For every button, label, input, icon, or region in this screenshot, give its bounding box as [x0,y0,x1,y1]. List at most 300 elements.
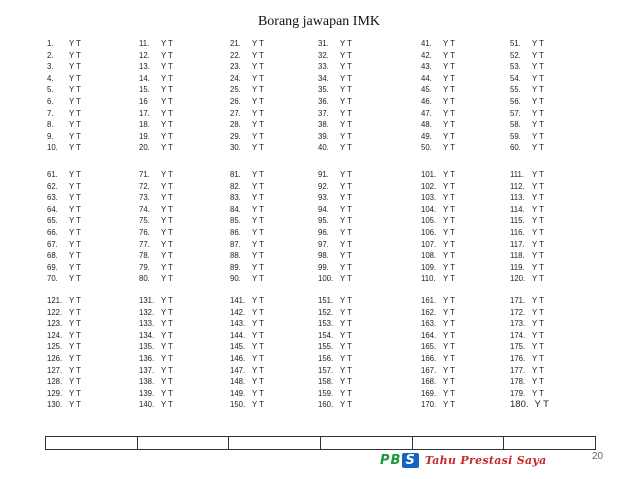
answer-row [421,250,455,262]
answer-row [230,38,264,50]
answer-row [421,192,455,204]
answer-options[interactable]: Y T [161,274,173,284]
answer-options[interactable]: Y T [161,262,173,272]
answer-options[interactable]: Y T [443,307,455,317]
answer-row [139,227,173,239]
question-number: 37. [318,108,329,118]
footer-branding [380,451,547,469]
answer-options[interactable]: Y T [69,62,81,72]
answer-options[interactable]: Y T [161,181,173,191]
answer-column [139,169,173,285]
answer-options[interactable]: Y T [532,204,544,214]
answer-options[interactable]: Y T [534,399,549,411]
answer-options[interactable]: Y T [340,262,352,272]
answer-options[interactable]: Y T [532,296,544,305]
question-number: 155. [318,342,334,352]
answer-options[interactable]: Y T [340,388,352,398]
answer-options[interactable]: Y T [252,62,264,72]
answer-options[interactable]: Y T [252,239,264,249]
answer-options[interactable]: Y T [443,251,455,261]
question-number: 131. [139,296,155,305]
answer-options[interactable]: Y T [161,73,173,83]
answer-row [230,250,264,262]
answer-column [318,169,352,285]
answer-options[interactable]: Y T [443,330,455,340]
answer-options[interactable]: Y T [340,330,352,340]
answer-row [421,215,455,227]
answer-options[interactable]: Y T [532,181,544,191]
answer-options[interactable]: Y T [340,120,352,130]
answer-options[interactable]: Y T [532,388,544,398]
answer-options[interactable]: Y T [161,227,173,237]
answer-row [230,295,264,307]
answer-row [47,353,81,365]
answer-options[interactable]: Y T [340,377,352,387]
answer-options[interactable]: Y T [532,274,544,284]
answer-row [421,330,455,342]
answer-options[interactable]: Y T [532,85,544,95]
question-number: 75. [139,216,150,226]
question-number: 30. [230,143,241,153]
table-cell [46,437,138,449]
answer-options[interactable]: Y T [340,319,352,329]
answer-options[interactable]: Y T [69,143,81,153]
answer-options[interactable]: Y T [532,353,544,363]
answer-options[interactable]: Y T [69,108,81,118]
answer-row [510,262,544,274]
answer-options[interactable]: Y T [443,239,455,249]
answer-row [510,365,549,377]
question-number: 173. [510,319,526,329]
answer-options[interactable]: Y T [161,365,173,375]
answer-options[interactable]: Y T [69,96,81,106]
answer-column [47,38,81,154]
answer-options[interactable]: Y T [161,342,173,352]
answer-row [47,388,81,400]
answer-options[interactable]: Y T [69,262,81,272]
answer-row [139,169,173,181]
answer-options[interactable]: Y T [532,96,544,106]
answer-options[interactable]: Y T [340,170,352,179]
answer-options[interactable]: Y T [532,193,544,203]
answer-options[interactable]: Y T [161,251,173,261]
answer-row [421,131,455,143]
answer-row [47,192,81,204]
answer-options[interactable]: Y T [161,39,173,48]
answer-options[interactable]: Y T [532,120,544,130]
answer-options[interactable]: Y T [252,96,264,106]
answer-options[interactable]: Y T [340,73,352,83]
answer-row [47,50,81,62]
answer-options[interactable]: Y T [252,342,264,352]
answer-row [139,61,173,73]
answer-options[interactable]: Y T [532,170,544,179]
answer-row [47,318,81,330]
answer-row [139,204,173,216]
answer-options[interactable]: Y T [161,319,173,329]
answer-options[interactable]: Y T [443,388,455,398]
answer-options[interactable]: Y T [252,193,264,203]
answer-options[interactable]: Y T [252,108,264,118]
answer-options[interactable]: Y T [161,85,173,95]
answer-options[interactable]: Y T [532,251,544,261]
page-number: 20 [592,451,604,462]
question-number: 118. [510,251,525,261]
answer-row [47,227,81,239]
answer-options[interactable]: Y T [532,342,544,352]
answer-options[interactable]: Y T [161,62,173,72]
answer-options[interactable]: Y T [443,73,455,83]
answer-row [510,330,549,342]
answer-options[interactable]: Y T [69,342,81,352]
answer-options[interactable]: Y T [69,85,81,95]
answer-options[interactable]: Y T [252,181,264,191]
answer-grid [47,38,607,418]
answer-row [318,119,352,131]
question-number: 98. [318,251,329,261]
answer-options[interactable]: Y T [161,50,173,60]
question-number: 84. [230,204,241,214]
answer-options[interactable]: Y T [69,50,81,60]
answer-options[interactable]: Y T [69,251,81,261]
answer-options[interactable]: Y T [340,239,352,249]
answer-options[interactable]: Y T [252,262,264,272]
answer-options[interactable]: Y T [443,85,455,95]
question-number: 137. [139,365,155,375]
answer-options[interactable]: Y T [340,274,352,284]
answer-options[interactable]: Y T [161,120,173,130]
answer-row [318,192,352,204]
answer-options[interactable]: Y T [252,227,264,237]
answer-options[interactable]: Y T [69,120,81,130]
answer-options[interactable]: Y T [161,170,173,179]
answer-options[interactable]: Y T [340,400,352,410]
answer-row [510,38,544,50]
answer-options[interactable]: Y T [443,50,455,60]
answer-options[interactable]: Y T [532,50,544,60]
answer-options[interactable]: Y T [161,204,173,214]
answer-options[interactable]: Y T [69,274,81,284]
answer-options[interactable]: Y T [252,39,264,48]
question-number: 112. [510,181,525,191]
answer-options[interactable]: Y T [252,131,264,141]
answer-options[interactable]: Y T [340,131,352,141]
answer-options[interactable]: Y T [69,216,81,226]
question-number: 167. [421,365,437,375]
answer-options[interactable]: Y T [69,330,81,340]
answer-options[interactable]: Y T [532,262,544,272]
answer-options[interactable]: Y T [443,377,455,387]
answer-options[interactable]: Y T [443,274,455,284]
answer-options[interactable]: Y T [532,143,544,153]
question-number: 31. [318,39,329,48]
answer-options[interactable]: Y T [532,216,544,226]
answer-options[interactable]: Y T [161,353,173,363]
answer-options[interactable]: Y T [252,216,264,226]
answer-options[interactable]: Y T [340,204,352,214]
answer-options[interactable]: Y T [340,96,352,106]
answer-options[interactable]: Y T [340,307,352,317]
answer-row [318,50,352,62]
answer-options[interactable]: Y T [69,204,81,214]
answer-options[interactable]: Y T [69,296,81,305]
answer-row [47,215,81,227]
question-number: 85. [230,216,241,226]
answer-row [510,353,549,365]
answer-options[interactable]: Y T [69,181,81,191]
answer-options[interactable]: Y T [161,307,173,317]
answer-row [139,376,173,388]
answer-options[interactable]: Y T [532,227,544,237]
answer-options[interactable]: Y T [532,307,544,317]
answer-options[interactable]: Y T [443,131,455,141]
question-number: 35. [318,85,329,95]
question-number: 172. [510,307,526,317]
answer-row [139,96,173,108]
question-number: 76. [139,227,150,237]
question-number: 21. [230,39,241,48]
answer-options[interactable]: Y T [161,377,173,387]
answer-options[interactable]: Y T [161,400,173,410]
answer-options[interactable]: Y T [252,400,264,410]
question-number: 171. [510,296,526,305]
answer-row [47,262,81,274]
answer-options[interactable]: Y T [69,39,81,48]
answer-row [47,96,81,108]
answer-options[interactable]: Y T [69,307,81,317]
answer-row [318,273,352,285]
question-number: 68. [47,251,58,261]
answer-options[interactable]: Y T [340,50,352,60]
answer-options[interactable]: Y T [340,108,352,118]
answer-row [510,399,549,411]
answer-options[interactable]: Y T [532,239,544,249]
answer-options[interactable]: Y T [252,120,264,130]
answer-row [510,273,544,285]
answer-row [318,330,352,342]
answer-options[interactable]: Y T [252,251,264,261]
answer-options[interactable]: Y T [443,39,455,48]
answer-options[interactable]: Y T [340,143,352,153]
question-number: 144. [230,330,246,340]
answer-options[interactable]: Y T [252,365,264,375]
question-number: 61. [47,170,58,179]
question-number: 70. [47,274,58,284]
answer-options[interactable]: Y T [532,73,544,83]
answer-options[interactable]: Y T [443,143,455,153]
answer-options[interactable]: Y T [443,96,455,106]
answer-options[interactable]: Y T [443,353,455,363]
answer-row [47,330,81,342]
answer-column [230,295,264,411]
answer-row [421,295,455,307]
tagline: Tahu Prestasi Saya [424,453,547,467]
answer-options[interactable]: Y T [443,120,455,130]
question-number: 42. [421,50,432,60]
answer-row [230,204,264,216]
answer-options[interactable]: Y T [252,353,264,363]
answer-options[interactable]: Y T [161,388,173,398]
question-number: 146. [230,353,246,363]
answer-row [47,273,81,285]
answer-options[interactable]: Y T [252,85,264,95]
answer-options[interactable]: Y T [443,62,455,72]
question-number: 115. [510,216,525,226]
answer-options[interactable]: Y T [532,62,544,72]
question-number: 133. [139,319,155,329]
answer-options[interactable]: Y T [252,377,264,387]
answer-options[interactable]: Y T [69,131,81,141]
answer-options[interactable]: Y T [443,227,455,237]
question-number: 138. [139,377,155,387]
question-number: 102. [421,181,437,191]
question-number: 120. [510,274,526,284]
answer-options[interactable]: Y T [69,377,81,387]
answer-row [318,181,352,193]
answer-row [230,73,264,85]
answer-options[interactable]: Y T [340,39,352,48]
answer-options[interactable]: Y T [69,73,81,83]
answer-options[interactable]: Y T [443,319,455,329]
question-number: 53. [510,62,521,72]
answer-row [318,376,352,388]
answer-options[interactable]: Y T [161,131,173,141]
answer-options[interactable]: Y T [443,193,455,203]
answer-options[interactable]: Y T [340,85,352,95]
answer-row [47,142,81,154]
answer-options[interactable]: Y T [340,365,352,375]
answer-options[interactable]: Y T [69,400,81,410]
answer-options[interactable]: Y T [252,319,264,329]
answer-column [421,295,455,411]
answer-options[interactable]: Y T [252,307,264,317]
answer-row [421,399,455,411]
answer-options[interactable]: Y T [161,143,173,153]
question-number: 5. [47,85,54,95]
answer-options[interactable]: Y T [69,365,81,375]
answer-options[interactable]: Y T [340,251,352,261]
question-number: 60. [510,143,521,153]
answer-options[interactable]: Y T [443,108,455,118]
answer-options[interactable]: Y T [443,181,455,191]
answer-options[interactable]: Y T [532,330,544,340]
answer-options[interactable]: Y T [443,204,455,214]
answer-options[interactable]: Y T [69,388,81,398]
answer-options[interactable]: Y T [69,227,81,237]
question-number: 154. [318,330,334,340]
answer-options[interactable]: Y T [443,170,455,179]
question-number: 57. [510,108,521,118]
answer-options[interactable]: Y T [69,193,81,203]
question-number: 122. [47,307,63,317]
question-number: 156. [318,353,334,363]
question-number: 105. [421,216,437,226]
answer-row [139,341,173,353]
question-number: 94. [318,204,329,214]
answer-options[interactable]: Y T [443,342,455,352]
answer-options[interactable]: Y T [161,193,173,203]
answer-options[interactable]: Y T [161,216,173,226]
answer-options[interactable]: Y T [340,181,352,191]
answer-options[interactable]: Y T [532,365,544,375]
answer-options[interactable]: Y T [161,296,173,305]
answer-options[interactable]: Y T [532,39,544,48]
answer-options[interactable]: Y T [443,216,455,226]
answer-options[interactable]: Y T [443,296,455,305]
answer-row [47,119,81,131]
question-number: 93. [318,193,329,203]
question-number: 119. [510,262,525,272]
answer-options[interactable]: Y T [252,170,264,179]
answer-options[interactable]: Y T [532,377,544,387]
answer-row [421,108,455,120]
answer-options[interactable]: Y T [443,365,455,375]
answer-options[interactable]: Y T [161,108,173,118]
question-number: 174. [510,330,526,340]
answer-options[interactable]: Y T [252,143,264,153]
answer-row [510,388,549,400]
answer-row [139,131,173,143]
answer-options[interactable]: Y T [69,170,81,179]
answer-options[interactable]: Y T [252,73,264,83]
answer-options[interactable]: Y T [340,342,352,352]
answer-options[interactable]: Y T [252,388,264,398]
answer-row [230,341,264,353]
answer-options[interactable]: Y T [443,400,455,410]
answer-options[interactable]: Y T [532,131,544,141]
answer-options[interactable]: Y T [532,108,544,118]
answer-row [510,73,544,85]
answer-row [230,273,264,285]
answer-options[interactable]: Y T [252,296,264,305]
answer-options[interactable]: Y T [340,353,352,363]
answer-row [318,169,352,181]
question-number: 179. [510,388,526,398]
answer-options[interactable]: Y T [340,193,352,203]
answer-options[interactable]: Y T [69,239,81,249]
answer-options[interactable]: Y T [161,330,173,340]
answer-row [421,96,455,108]
question-number: 147. [230,365,246,375]
answer-column [139,38,173,154]
answer-row [139,262,173,274]
answer-options[interactable]: Y T [443,262,455,272]
answer-row [230,365,264,377]
answer-options[interactable]: Y T [340,62,352,72]
question-number: 127. [47,365,63,375]
answer-options[interactable]: Y T [252,330,264,340]
question-number: 164. [421,330,437,340]
answer-options[interactable]: Y T [340,296,352,305]
answer-options[interactable]: Y T [340,216,352,226]
answer-options[interactable]: Y T [532,319,544,329]
answer-options[interactable]: Y T [161,239,173,249]
question-number: 27. [230,108,241,118]
answer-options[interactable]: Y T [252,204,264,214]
answer-options[interactable]: Y T [252,274,264,284]
question-number: 89. [230,262,241,272]
answer-options[interactable]: Y T [340,227,352,237]
answer-options[interactable]: Y T [69,319,81,329]
question-number: 49. [421,131,432,141]
answer-options[interactable]: Y T [69,353,81,363]
answer-row [230,181,264,193]
answer-options[interactable]: Y T [161,96,173,106]
answer-options[interactable]: Y T [252,50,264,60]
answer-row [230,61,264,73]
question-number: 106. [421,227,437,237]
question-number: 142. [230,307,246,317]
